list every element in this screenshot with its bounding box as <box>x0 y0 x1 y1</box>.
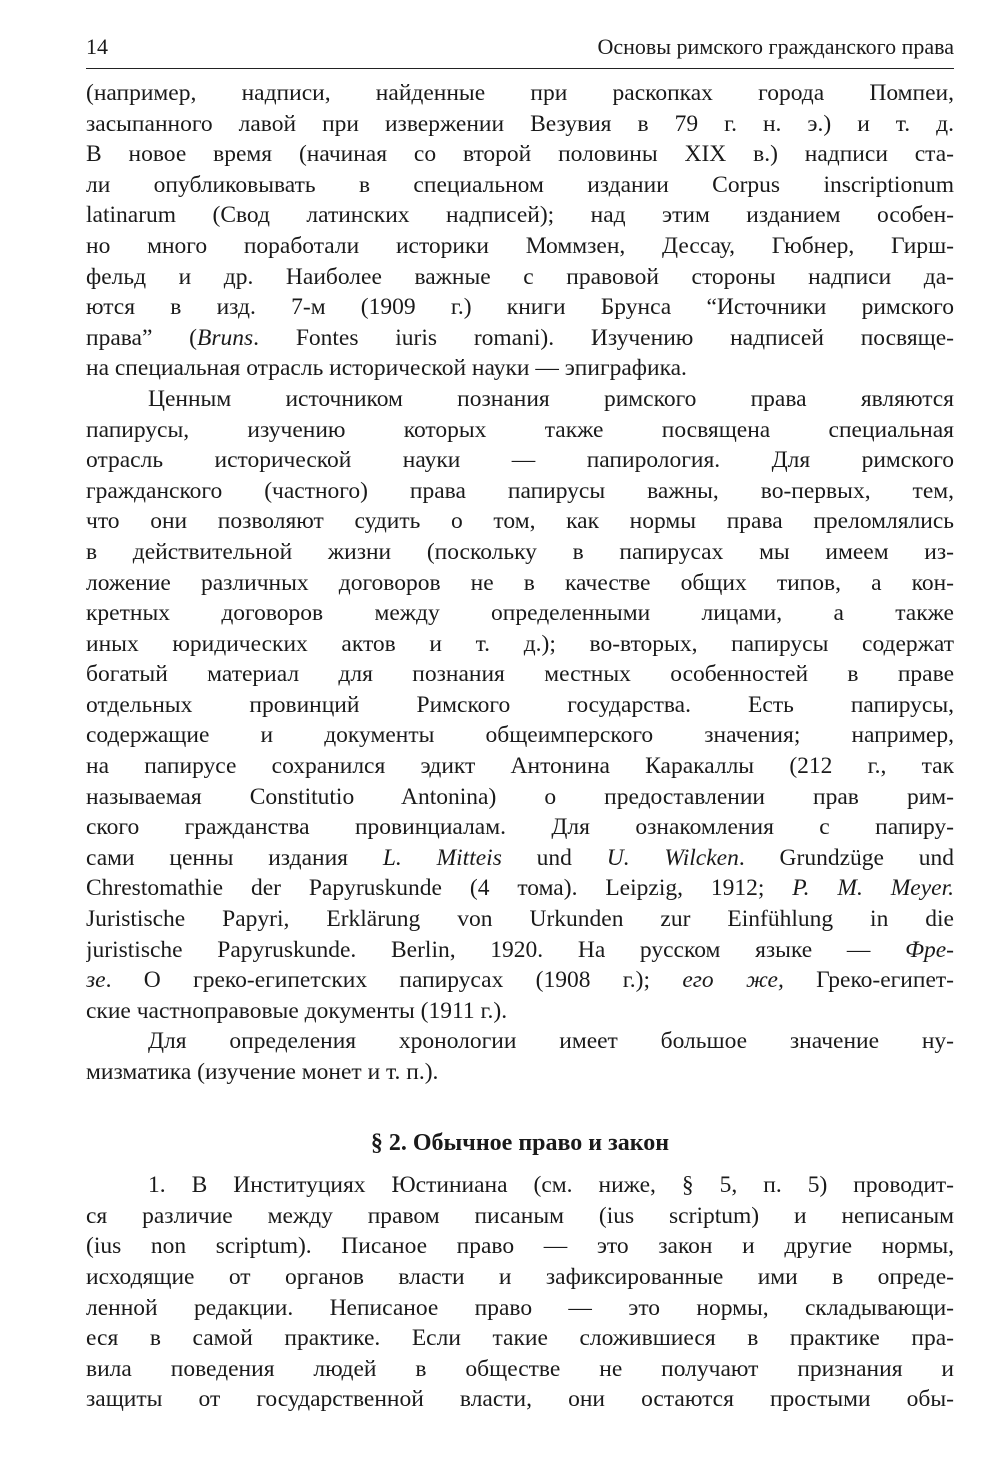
author-name: Фре- <box>905 936 954 963</box>
text-run: . О греко-египетских папирусах (1908 г.); <box>105 967 683 994</box>
text-run: . Grundzüge und <box>738 844 954 871</box>
text-line: богатый материал для познания местных особенностей в праве <box>86 661 954 688</box>
text-line <box>86 843 954 874</box>
page-number: 14 <box>86 34 108 59</box>
text-line: ского гражданства провинциалам. Для ознакомления с папиру- <box>86 814 954 841</box>
text-run: сами ценны издания <box>86 844 383 871</box>
body-text <box>86 78 954 1415</box>
text-line: засыпанного лавой при извержении Везувия в 79 г. н. э.) и т. д. <box>86 110 954 137</box>
text-line: в действительной жизни (поскольку в папирусах мы имеем из- <box>86 538 954 565</box>
running-title: Основы римского гражданского права <box>597 34 954 59</box>
text-line: на папирусе сохранился эдикт Антонина Каракаллы (212 г., так <box>86 753 954 780</box>
text-line <box>86 323 954 354</box>
text-line: (например, надписи, найденные при раскопках города Помпеи, <box>86 80 954 106</box>
author-name: P. M. Meyer. <box>792 875 954 902</box>
text-run: . Fontes iuris romani). Изучению надписей посвяще- <box>253 324 954 351</box>
text-line: защиты от государственной власти, они остаются простыми обы- <box>86 1386 954 1413</box>
text-line: ли опубликовывать в специальном издании Corpus inscriptionum <box>86 171 954 198</box>
text-run: und <box>501 844 607 871</box>
text-run: Греко-египет- <box>783 967 954 994</box>
book-page <box>86 0 954 1468</box>
text-line: ленной редакции. Неписаное право — это нормы, складывающи- <box>86 1294 954 1321</box>
text-line: на специальная отрасль исторической науки — эпиграфика. <box>86 355 687 382</box>
text-line: но много поработали историки Моммзен, Дессау, Гюбнер, Гирш- <box>86 232 954 259</box>
section-gap <box>86 1088 954 1128</box>
text-line: папирусы, изучению которых также посвящена специальная <box>86 416 954 443</box>
text-line <box>86 935 954 966</box>
text-line: фельд и др. Наиболее важные с правовой стороны надписи да- <box>86 263 954 290</box>
text-line: Для определения хронологии имеет большое значение ну- <box>148 1028 954 1055</box>
text-line: кретных договоров между определенными лицами, а также <box>86 600 954 627</box>
author-name: его же, <box>682 967 784 994</box>
text-line: (ius non scriptum). Писаное право — это закон и другие нормы, <box>86 1233 954 1260</box>
text-line: иных юридических актов и т. д.); во-вторых, папирусы содержат <box>86 630 954 657</box>
text-line: ложение различных договоров не в качестве общих типов, а кон- <box>86 569 954 596</box>
text-line <box>86 965 954 996</box>
text-line: гражданского (частного) права папирусы важны, во-первых, тем, <box>86 477 954 504</box>
text-line: Ценным источником познания римского права являются <box>148 385 954 412</box>
author-name: Bruns <box>197 324 254 351</box>
text-line: исходящие от органов власти и зафиксированные ими в опреде- <box>86 1263 954 1290</box>
text-run: Chrestomathie der Papyruskunde (4 тома). Leipzig, 1912; <box>86 875 793 902</box>
text-line: 1. В Институциях Юстиниана (см. ниже, § 5, п. 5) проводит- <box>148 1172 954 1199</box>
text-line: еся в самой практике. Если такие сложившиеся в практике пра- <box>86 1325 954 1352</box>
text-line: отрасль исторической науки — папирология. Для римского <box>86 447 954 474</box>
running-head <box>86 32 954 69</box>
text-line: В новое время (начиная со второй половины XIX в.) надписи ста- <box>86 141 954 168</box>
author-name: U. Wilcken <box>606 844 739 871</box>
text-line: Juristische Papyri, Erklärung von Urkunden zur Einfühlung in die <box>86 906 954 933</box>
text-line: вила поведения людей в обществе не получают признания и <box>86 1355 954 1382</box>
text-line: latinarum (Свод латинских надписей); над этим изданием особен- <box>86 202 954 229</box>
text-run: juristische Papyruskunde. Berlin, 1920. На русском языке — <box>86 936 906 963</box>
text-line: ся различие между правом писаным (ius scriptum) и неписаным <box>86 1202 954 1229</box>
text-line: мизматика (изучение монет и т. п.). <box>86 1059 439 1085</box>
text-line: ские частноправовые документы (1911 г.). <box>86 997 508 1024</box>
text-run: права” ( <box>86 324 198 351</box>
text-line: содержащие и документы общеимперского значения; например, <box>86 722 954 749</box>
text-line: отдельных провинций Римского государства. Есть папирусы, <box>86 691 954 718</box>
author-name: зе <box>86 967 106 994</box>
text-line: ются в изд. 7-м (1909 г.) книги Брунса “Источники римского <box>86 294 954 321</box>
author-name: L. Mitteis <box>382 844 502 871</box>
section-title: § 2. Обычное право и закон <box>370 1129 670 1156</box>
text-line: что они позволяют судить о том, как нормы права преломлялись <box>86 508 954 535</box>
text-line <box>86 873 954 904</box>
text-line: называемая Constitutio Antonina) о предоставлении прав рим- <box>86 783 954 810</box>
